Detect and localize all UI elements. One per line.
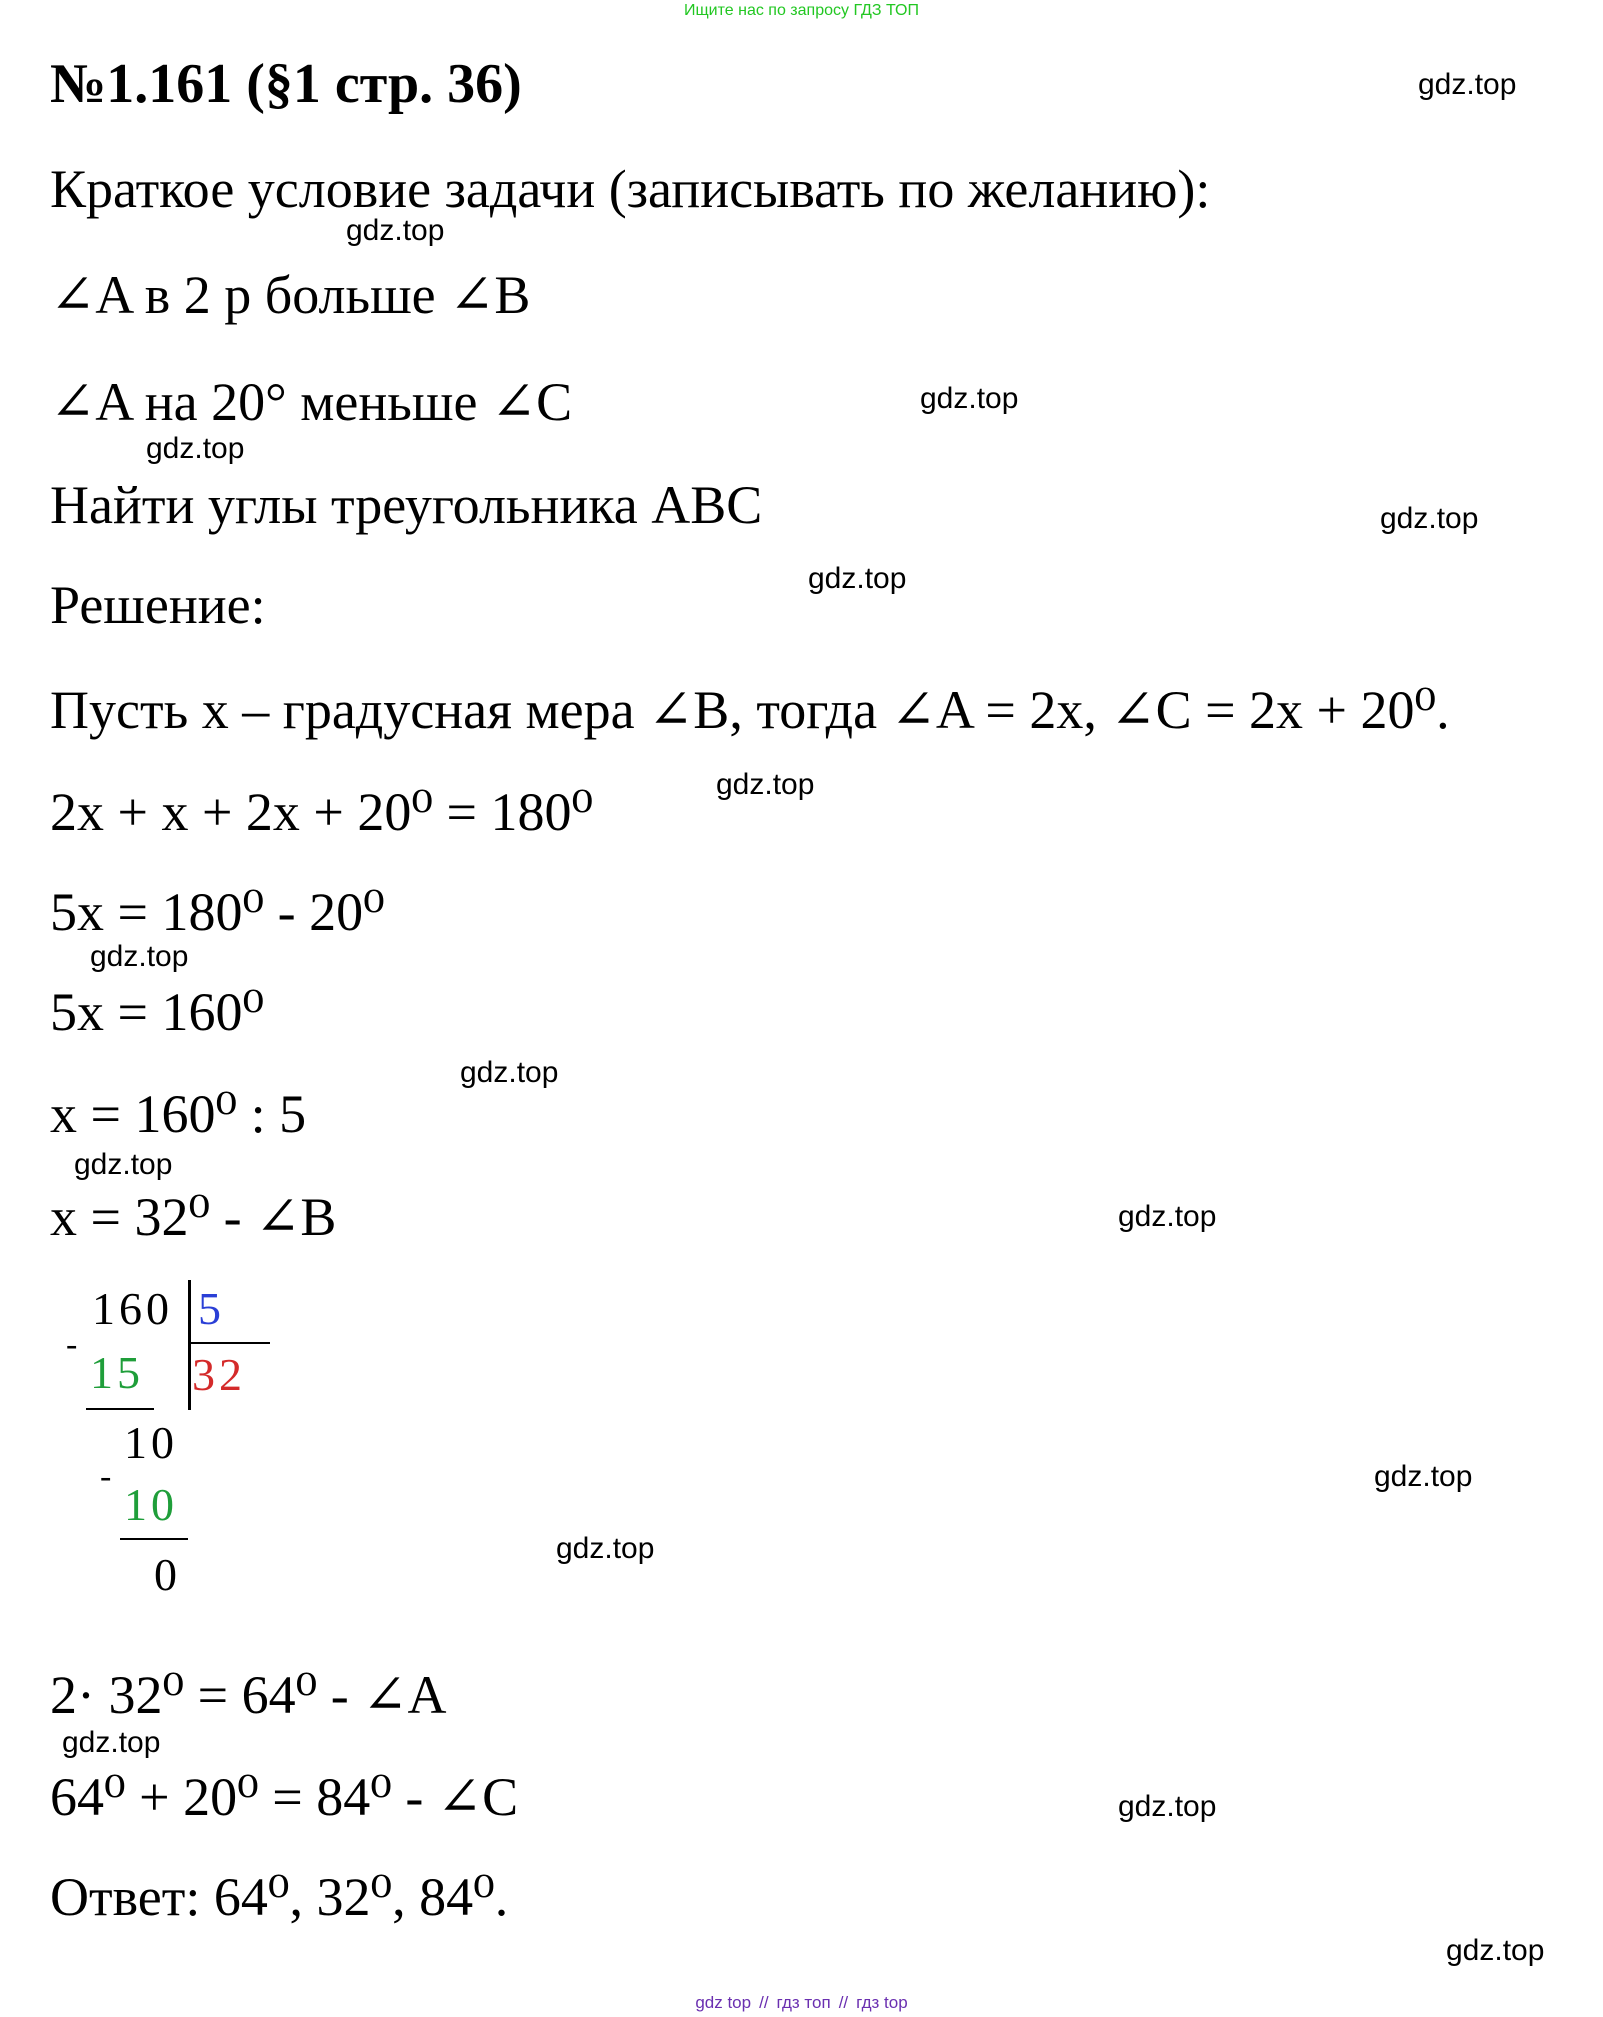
division-remainder-1: 10 [124,1417,178,1468]
watermark: gdz.top [460,1056,559,1089]
condition-heading: Краткое условие задачи (записывать по желанию): [50,159,1211,219]
solution-step-6: x = 32⁰ - ∠B [50,1187,337,1247]
division-divisor-rule [188,1342,270,1344]
solution-step-5: x = 160⁰ : 5 [50,1084,307,1144]
watermark: gdz.top [90,940,189,973]
long-division [60,1280,280,1620]
solution-step-7: 2· 32⁰ = 64⁰ - ∠A [50,1665,447,1725]
footer-links [0,1993,1603,2013]
division-minus-2: - [100,1458,116,1495]
footer-link-gdz-top-ru[interactable]: гдз топ [776,1993,831,2012]
division-vertical-rule [188,1280,191,1410]
division-divisor: 5 [198,1283,225,1334]
watermark: gdz.top [1446,1934,1545,1967]
answer: Ответ: 64⁰, 32⁰, 84⁰. [50,1867,509,1927]
solution-step-1: Пусть x – градусная мера ∠B, тогда ∠A = 2x, ∠C = 2x + 20⁰. [50,680,1450,740]
watermark: gdz.top [920,382,1019,415]
watermark: gdz.top [1118,1790,1217,1823]
division-quotient: 32 [192,1349,246,1400]
division-remainder: 0 [154,1549,181,1600]
division-dividend: 160 [92,1283,173,1334]
watermark: gdz.top [808,562,907,595]
watermark: gdz.top [74,1148,173,1181]
division-rule-2 [120,1538,188,1540]
footer-link-gdz-top[interactable]: gdz top [695,1993,752,2012]
watermark: gdz.top [1380,502,1479,535]
condition-line-1: ∠A в 2 р больше ∠B [50,265,531,325]
watermark: gdz.top [146,432,245,465]
watermark: gdz.top [556,1532,655,1565]
solution-step-4: 5x = 160⁰ [50,982,265,1042]
watermark: gdz.top [346,214,445,247]
solution-step-8: 64⁰ + 20⁰ = 84⁰ - ∠C [50,1767,519,1827]
condition-line-2: ∠A на 20° меньше ∠C [50,372,573,432]
watermark: gdz.top [1374,1460,1473,1493]
division-minus-1: - [66,1326,82,1363]
division-subtrahend-1: 15 [90,1347,144,1398]
condition-task: Найти углы треугольника ABC [50,475,763,535]
footer-separator: // [838,1993,849,2012]
division-rule-1 [86,1408,154,1410]
watermark: gdz.top [62,1726,161,1759]
watermark: gdz.top [716,768,815,801]
watermark: gdz.top [1118,1200,1217,1233]
page-title: №1.161 (§1 стр. 36) [50,53,522,115]
top-banner: Ищите нас по запросу ГДЗ ТОП [684,2,919,19]
watermark: gdz.top [1418,68,1517,101]
footer-link-gdz-top-mixed[interactable]: гдз top [856,1993,908,2012]
solution-step-2: 2x + x + 2x + 20⁰ = 180⁰ [50,782,594,842]
solution-heading: Решение: [50,575,266,635]
footer-separator: // [759,1993,769,2012]
division-subtrahend-2: 10 [124,1479,178,1530]
solution-step-3: 5x = 180⁰ - 20⁰ [50,882,385,942]
